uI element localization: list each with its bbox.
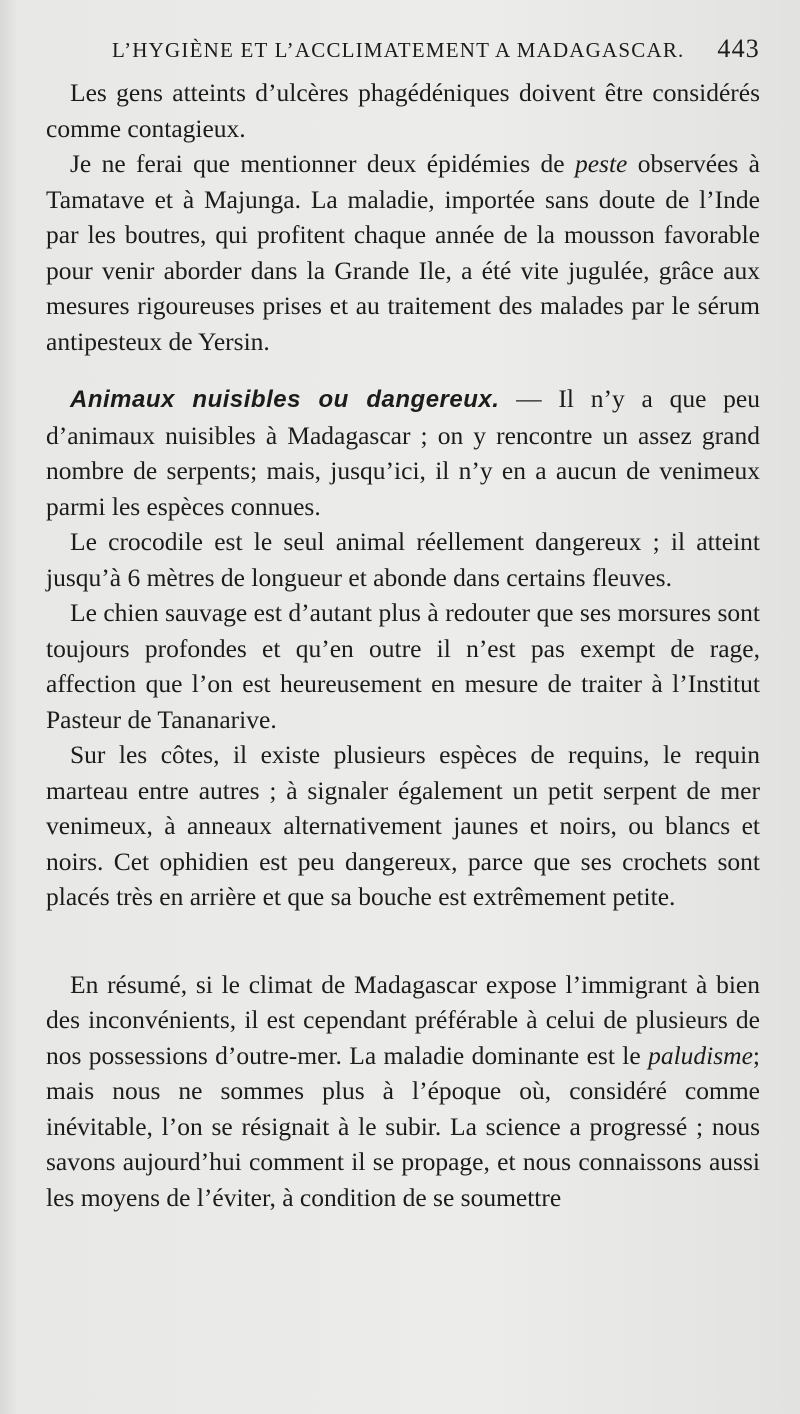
paragraph-resume [46, 967, 760, 1216]
paragraph-crocodile [46, 524, 760, 595]
paragraph-text: En résumé, si le climat de Madagascar expose l’immigrant à bien des inconvénients, il est cependant préférable à celui de plusieurs de nos possessions d’outre-mer. La maladie dominante est le [46, 969, 760, 1070]
paragraph-text: — Il n’y a que peu d’animaux nuisibles à Madagascar ; on y rencontre un assez grand nombre de serpents; mais, jusqu’ici, il n’y en a aucun de venimeux parmi les espèces connues. [46, 384, 760, 521]
paragraph-text: Sur les côtes, il existe plusieurs espèces de requins, le requin marteau entre autres ; à signaler également un petit serpent de mer venimeux, à anneaux alternativement jaunes et noirs, ou blancs et noirs. Cet ophidien est peu dangereux, parce que ses crochets sont placés très en arrière et que sa bouche est extrêmement petite. [46, 740, 760, 911]
italic-term-peste: peste [574, 149, 628, 178]
paragraph-text: ; mais nous ne sommes plus à l’époque où, considéré comme inévitable, l’on se résignait à le subir. La science a progressé ; nous savons aujourd’hui comment il se propage, et nous connaissons aussi les moyens de l’éviter, à condition de se soumettre [46, 1040, 760, 1212]
italic-term-paludisme: paludisme [648, 1040, 753, 1070]
page-body [46, 75, 760, 1215]
paragraph-text: observées à Tamatave et à Majunga. La maladie, importée sans doute de l’Inde par les boutres, qui profitent chaque année de la mousson favorable pour venir aborder dans la Grande Ile, a été vite jugulée, grâce aux mesures rigoureuses prises et au traitement des malades par le sérum antipesteux de Yersin. [46, 149, 760, 356]
page-number: 443 [717, 34, 760, 63]
paragraph-text: Je ne ferai que mentionner deux épidémies de [70, 149, 575, 178]
paragraph-text: Les gens atteints d’ulcères phagédéniques doivent être considérés comme contagieux. [46, 78, 760, 143]
paragraph-text: Le chien sauvage est d’autant plus à redouter que ses morsures sont toujours profondes et qu’en outre il n’est pas exempt de rage, affection que l’on est heureusement en mesure de traiter à l’Institut Pasteur de Tananarive. [46, 598, 760, 734]
paragraph-text: Le crocodile est le seul animal réellement dangereux ; il atteint jusqu’à 6 mètres de longueur et abonde dans certains fleuves. [46, 527, 760, 592]
paragraph-peste [46, 146, 760, 359]
section-heading: Animaux nuisibles ou dangereux. [70, 386, 500, 413]
paragraph-chien-sauvage [46, 595, 760, 737]
paragraph-requins [46, 737, 760, 915]
running-title: L’HYGIÈNE ET L’ACCLIMATEMENT A MADAGASCAR. [112, 38, 685, 62]
running-header [112, 34, 760, 68]
paragraph-animaux [46, 381, 760, 524]
paragraph-ulceres [46, 75, 760, 146]
